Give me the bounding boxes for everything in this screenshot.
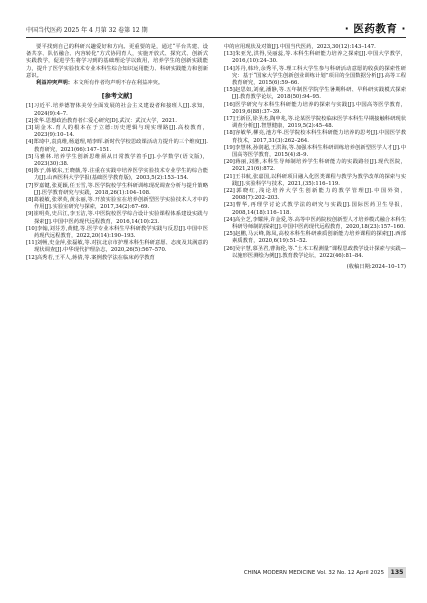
reference-item: [25]赵鹏,马云峰,陈凤,高校本科生科研素质创新能力培养课程的探索[J].西部素质教育，2020,6(19):51–52. xyxy=(224,231,406,245)
conflict-label: 利益冲突声明： xyxy=(36,80,74,87)
received-date: (收稿日期:2024–10–17) xyxy=(346,264,406,271)
conflict-text: 本文所有作者均声明不存在利益冲突。 xyxy=(73,80,164,87)
reference-item: [2]张华.思想政治教育者仁爱心研究[D].武汉：武汉大学，2021. xyxy=(26,117,177,124)
section-title: · 医药教育 · xyxy=(344,23,406,35)
reference-item: 中的应用现状及对策[J].中国当代医药，2023,30(12):143–147. xyxy=(224,44,376,50)
right-column xyxy=(224,44,406,271)
header-rule xyxy=(26,37,406,38)
references-title: [参考文献] xyxy=(101,93,133,101)
journal-info: 中国当代医药 2025 年 4 月第 32 卷第 12 期 xyxy=(26,27,148,34)
reference-item: [12]高秀若,王平人,蒋倩,等.案例教学法在临床药学教育 xyxy=(26,254,155,261)
footer-journal-line: CHINA MODERN MEDICINE Vol. 32 No. 12 April 2025 xyxy=(243,570,384,576)
reference-item: [4]郑琦中,袁真维,杨道理,哨李晖.新时代学校思政课活动力提升的三个维度[J].教育研究，2021(66):147–151. xyxy=(26,139,208,153)
reference-item: [8]葛毅敏,张翠英,黄永丽,等.开放实验室在培养创新型医学实验技术人才中的作用[J].实验室研究与探索，2017,34(2):67–69. xyxy=(26,197,208,211)
reference-item: [20]蒋丽,刘胜,本科生导师制培养学生科研能力的实践路径[J].现代医院，2021,21(6):872. xyxy=(224,159,406,173)
reference-item: [21]王书航,张嘉国,以科研项目融入化医类课程与教学为教学改革的探索与实践[J].实验科学与技术，2021,(35):116–119. xyxy=(224,173,406,187)
reference-item: [14]苏丹,韩玲,余秀平,等.理工科大学生参与科研活动意愿的收获的探索性研究：基于“国家大学生创新创业训练计划”项目的全国数据分析[J].高等工程教育研究，2015(6):59–66. xyxy=(224,65,406,87)
page-header xyxy=(26,22,406,36)
page-footer xyxy=(26,567,406,579)
reference-item: [11]刘畅,史金萍,张磊敏,等.对抗北京市护理本科生科研意愿、态度及其满意的现状调查[J].中华现代护理杂志，2020,26(5):567–570. xyxy=(26,240,208,254)
reference-item: [18]容敏华,柳亮,池方华.医学院校本科生科研能力培养的思考[J].中国医学教育技术，2017,31(3):262–264. xyxy=(224,130,406,144)
reference-item: [16]医学研究与本科生科研能力培养的探索与实践[J].中国高等医学教育，2019,6(88):37–39. xyxy=(224,101,406,115)
intro-paragraph: 要平找到自己的科研兴趣爱好和方向。更重要的是，通过“平台共建、设备共享、队伍融合、内容转化”方式协同育人，实施开放式、探究式、创新式实践教学，促进学生将学习到的基础理论学以致用，培养学生的创新实践能力，提升了医学实验技术专业本科生综合知识运用能力、科研实践能力和创新意识。 xyxy=(26,44,208,79)
reference-item: [26]吴宇慧,慕圣君,曹海伦,等.“土木工程测量”课程思政教学设计探索与实践—以施形医测绘为例[J].教育教学论坛，2022(46):81–84. xyxy=(224,245,406,259)
reference-item: [10]李翰,刘芬芳,黄健,等.医学专业本科生早科研教学实践与反思[J].中国中医药现代远程教育，2022,20(14):190–193. xyxy=(26,225,208,240)
reference-item: [17]王新臣,徐圣杰,陶申兆,等.论某医学院校临床医学本科生早期接触科研现状调查分析[J].智慧健康，2019,5(2):45–48. xyxy=(224,116,406,130)
reference-item: [23]曹华,再理学讨论式教学法的研究与实践[J].国际医药卫生导报，2008,14(18):116–118. xyxy=(224,202,406,216)
reference-item: [19]李慧林,孙润超,王洪海,等.加强本科生科研训练培养创新型医学人才[J].中国高等医学教育，2015(4):8–9. xyxy=(224,144,406,159)
reference-item: [6]陈子,韩敏东,王晓薇,等.注重在实践中培养医学实验技术专业学生的综合能力[J].山西医科大学学报(基础医学教育版)，2003,5(2):153–154. xyxy=(26,168,208,182)
left-column xyxy=(26,44,208,262)
reference-item: [1]习近平.培养德智体美劳全面发展的社会主义建设者和接班人[J].求知，2024(9):4–7. xyxy=(26,103,208,117)
reference-item: [9]崔明英,史吕江,李玉洁,等.中医院校医学综合设计实验课程体系建设实践与探索[J].中国中医药现代远程教育，2016,14(10):23. xyxy=(26,211,208,225)
reference-item: [5]马雅林.培养学生创新思维须从日常教学着手[J].小学数学(语文版)，2023(30):38. xyxy=(26,153,208,168)
reference-item: [15]赵思如,刘童,潘静,等.五年制医学院学生暑期科研、早科研实践模式探索[J].教育教学论坛，2018(50):94–95. xyxy=(224,87,406,101)
reference-item: [3]胡金木.育人的根本在于立德:历史逻辑与现实理路[J].高校教育，2023(9):10–14. xyxy=(26,125,208,139)
reference-item: [24]高全芝,李耀萍,许金爱,等.高等中医药院校创新型人才培养模式融合本科生科研导师制的探索[J].中国中医药现代远程教育，2020,18(23):157–160. xyxy=(224,216,406,231)
page-number: 135 xyxy=(388,567,406,578)
reference-item: [13]朱亚光,洪得,吴丽蕊,等.本科生科研能力培养之探索[J].中国大学教学，2016,(10):24–30. xyxy=(224,51,406,65)
conflict-statement xyxy=(26,80,208,87)
reference-item: [7]罗嘉键,张夏颖,任玉雪,等.医学院校学生科研训练现况调查分析与提升策略[J].医学教育研究与实践，2018,26(1):104–108. xyxy=(26,182,208,196)
reference-item: [22]郭晓红,浅论培养大学生创新能力的教学管理[J].中国外资，2008(7):202–203. xyxy=(224,188,406,202)
